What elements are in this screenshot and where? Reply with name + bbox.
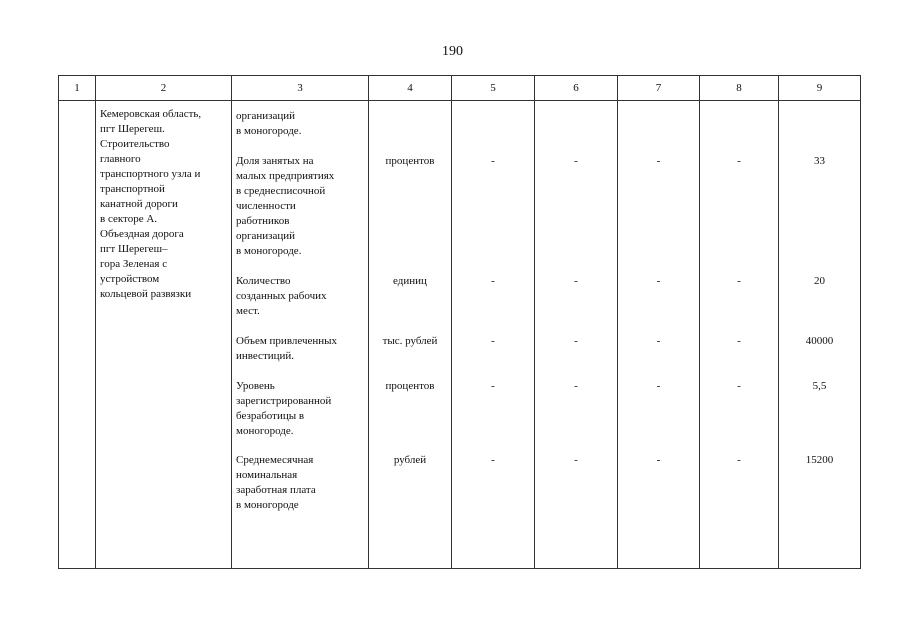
col5-value: - (491, 380, 495, 392)
col7-value: - (656, 335, 661, 347)
indicator-name: Объем привлеченных инвестиций. (236, 335, 338, 362)
col5-value: - (491, 275, 495, 287)
col5-value: - (491, 155, 495, 167)
indicator-name: Среднемесячная номинальная заработная плата в моногороде (236, 454, 316, 511)
indicator-unit: единиц (393, 275, 427, 287)
project-description: Кемеровская область, пгт Шерегеш. Строительство главного транспортного узла и транспортной канатной дороги в секторе А. Объездная дорога пгт Шерегеш– гора Зеленая с устройством кольцевой развязки (100, 108, 202, 300)
col5-value: - (491, 335, 495, 347)
indicator-name: Уровень зарегистрированной безработицы в моногороде. (236, 380, 332, 437)
col6-value: - (574, 155, 578, 167)
indicator-unit: тыс. рублей (382, 335, 438, 347)
col8-value: - (737, 275, 741, 287)
col5-value: - (491, 454, 495, 466)
header-col-3: 3 (232, 76, 369, 101)
unit-cell (369, 101, 452, 569)
col6-cell (535, 101, 618, 569)
col6-value: - (574, 275, 578, 287)
col5-cell (452, 101, 535, 569)
col7-value: - (656, 380, 661, 392)
indicator-name: Количество созданных рабочих мест. (236, 275, 327, 317)
indicator-unit: рублей (393, 454, 427, 466)
col7-value: - (656, 454, 661, 466)
header-col-1: 1 (59, 76, 96, 101)
col8-value: - (737, 335, 741, 347)
col6-value: - (574, 335, 578, 347)
indicator-unit: процентов (385, 155, 435, 167)
col8-value: - (737, 380, 741, 392)
page-number: 190 (442, 44, 463, 59)
header-col-7: 7 (618, 76, 700, 101)
col8-value: - (737, 155, 741, 167)
col7-value: - (656, 155, 661, 167)
col9-value: 40000 (805, 335, 834, 347)
col8-cell (700, 101, 779, 569)
col9-value: 15200 (805, 454, 834, 466)
header-col-2: 2 (96, 76, 232, 101)
project-cell (96, 101, 232, 569)
header-col-4: 4 (369, 76, 452, 101)
indicator-name: Доля занятых на малых предприятиях в среднесписочной численности работников организаций в моногороде. (236, 155, 335, 257)
col6-value: - (574, 454, 578, 466)
indicator-name-cell (232, 101, 369, 569)
indicator-table (58, 75, 861, 569)
indicator-name: организаций в моногороде. (236, 110, 302, 137)
row-number-cell (59, 101, 96, 569)
col7-cell (618, 101, 700, 569)
col9-value: 5,5 (812, 380, 827, 392)
col7-value: - (656, 275, 661, 287)
col9-value: 33 (814, 155, 825, 167)
header-col-9: 9 (779, 76, 861, 101)
header-row (59, 76, 861, 101)
indicator-unit: процентов (385, 380, 435, 392)
col6-value: - (574, 380, 578, 392)
col8-value: - (737, 454, 741, 466)
header-col-6: 6 (535, 76, 618, 101)
header-col-5: 5 (452, 76, 535, 101)
col9-cell (779, 101, 861, 569)
col9-value: 20 (814, 275, 825, 287)
header-col-8: 8 (700, 76, 779, 101)
table-row (59, 101, 861, 569)
